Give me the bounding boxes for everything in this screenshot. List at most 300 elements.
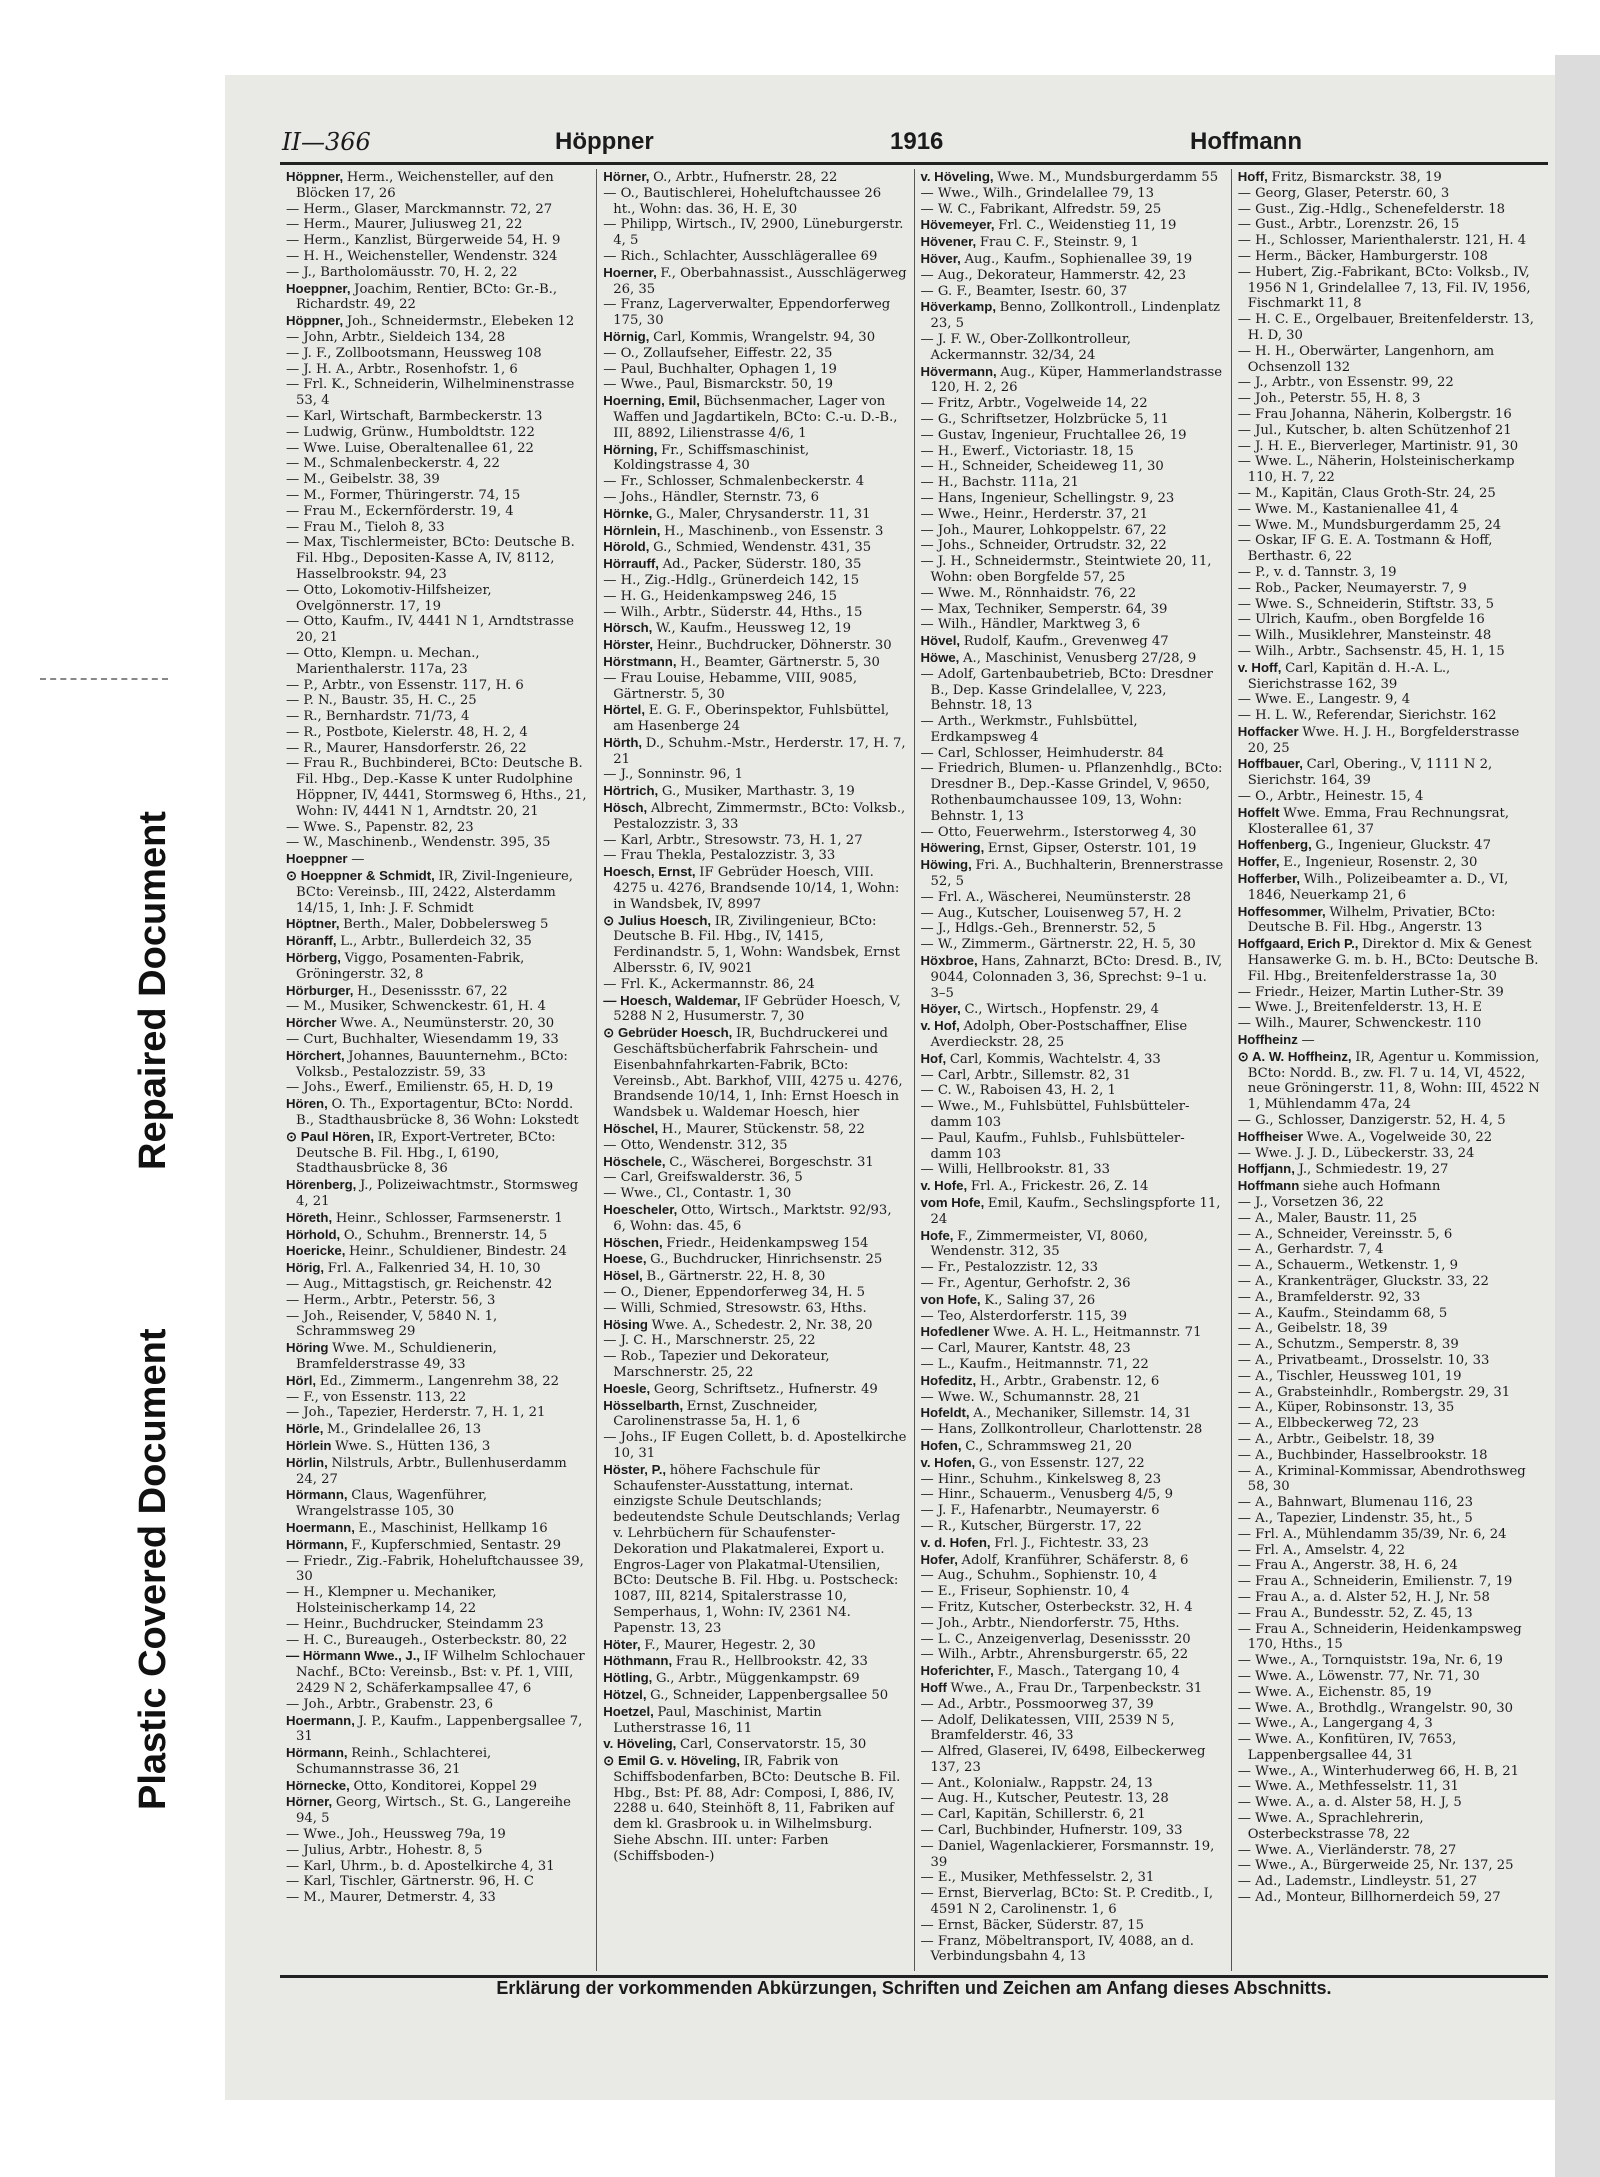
entry-details: Heinr., Schlosser, Farmsenerstr. 1 [335, 1210, 563, 1226]
directory-entry [603, 833, 907, 849]
directory-entry [286, 1438, 590, 1455]
entry-name: Höschel, [603, 1121, 662, 1137]
entry-details: — J. H., Schneidermstr., Steintwiete 20, 11, Wohn: oben Borgfelde 57, 25 [920, 554, 1212, 585]
directory-entry [603, 377, 907, 393]
entry-details: — A., Buchbinder, Hasselbrookstr. 18 [1237, 1447, 1488, 1463]
directory-entry [603, 702, 907, 735]
entry-details: — Otto, Klempn. u. Mechan., Marienthalerstr. 117a, 23 [286, 645, 480, 677]
entry-name: Hoermann, [286, 1712, 359, 1728]
entry-name: Hörnig, [603, 328, 654, 344]
directory-entry [603, 169, 907, 186]
entry-name: Hofeldt, [920, 1405, 974, 1421]
directory-entry [921, 332, 1225, 364]
entry-name: Hoffbauer, [1237, 756, 1307, 772]
entry-name: Höptner, [286, 916, 344, 932]
entry-details: — Wwe., M., Fuhlsbüttel, Fuhlsbütteler-damm 103 [920, 1099, 1190, 1131]
entry-details: — O., Diener, Eppendorferweg 34, H. 5 [603, 1284, 866, 1300]
directory-entry [603, 362, 907, 378]
entry-details: — Frl. A., Mühlendamm 35/39, Nr. 6, 24 [1237, 1526, 1507, 1542]
entry-details: — Karl, Tischler, Gärtnerstr. 96, H. C [286, 1874, 534, 1890]
directory-entry [603, 346, 907, 362]
directory-entry [286, 1243, 590, 1260]
directory-entry [603, 1687, 907, 1704]
directory-entry [1238, 1464, 1542, 1496]
entry-details: — Ad., Lademstr., Lindleystr. 51, 27 [1237, 1874, 1478, 1890]
directory-entry [921, 1276, 1225, 1292]
entry-name: Hörhold, [286, 1226, 344, 1242]
directory-entry [921, 396, 1225, 412]
entry-details: Herm., Weichensteller, auf den Blöcken 17, 26 [296, 170, 554, 201]
entry-details: G., Maler, Chrysanderstr. 11, 31 [656, 506, 871, 522]
entry-details: — R., Maurer, Hansdorferstr. 26, 22 [286, 740, 527, 756]
directory-entry [1238, 486, 1542, 502]
entry-details: — A., Privatbeamt., Drosselstr. 10, 33 [1237, 1352, 1490, 1368]
entry-details: E. G. F., Oberinspektor, Fuhlsbüttel, am Hasenberge 24 [613, 703, 890, 735]
directory-entry [1238, 217, 1542, 233]
entry-name: Hörmann, [286, 1745, 352, 1761]
entry-name: Höwering, [920, 840, 988, 856]
directory-entry [286, 281, 590, 314]
entry-details: — Max, Tischlermeister, BCto: Deutsche B. Fil. Hbg., Depositen-Kasse A, IV, 8112, Hasselbrookstr. 94, 23 [286, 535, 575, 582]
entry-details: — A., Schneider, Vereinsstr. 5, 6 [1237, 1226, 1453, 1242]
directory-entry [921, 937, 1225, 953]
directory-entry [286, 1745, 590, 1778]
entry-details: — Ad., Monteur, Billhornerdeich 59, 27 [1237, 1890, 1501, 1906]
entry-details: — Johs., Schneider, Ortrudstr. 32, 22 [920, 538, 1167, 554]
directory-entry [1238, 1321, 1542, 1337]
entry-details: — M., Geibelstr. 38, 39 [286, 472, 440, 488]
entry-details: — Herm., Maurer, Juliusweg 21, 22 [286, 217, 523, 233]
directory-entry [603, 523, 907, 540]
entry-details: — A., Maler, Baustr. 11, 25 [1237, 1210, 1418, 1226]
directory-entry [921, 1918, 1225, 1934]
directory-entry [603, 474, 907, 490]
directory-entry [603, 1268, 907, 1285]
entry-name: Hörig, [286, 1260, 328, 1276]
entry-details: — Wwe., A., Winterhuderweg 66, H. B, 21 [1237, 1763, 1520, 1779]
scan-edge [1555, 55, 1600, 2177]
entry-details: — Wwe. A., Methfesselstr. 11, 31 [1237, 1779, 1459, 1795]
entry-name: Hövemeyer, [920, 217, 999, 233]
entry-details: Wwe. M., Mundsburgerdamm 55 [997, 170, 1219, 185]
entry-details: — Wilh., Arbtr., Sachsenstr. 45, H. 1, 15 [1237, 643, 1505, 659]
entry-details: — Frau A., Angerstr. 38, H. 6, 24 [1237, 1558, 1458, 1574]
directory-entry [921, 1519, 1225, 1535]
entry-details: — Jul., Kutscher, b. alten Schützenhof 21 [1237, 422, 1512, 438]
entry-details: Direktor d. Mix & Genest Hansawerke G. m. b. H., BCto: Deutsche B. Fil. Hbg., Breitenfelderstrasse 1a, 30 [1247, 937, 1539, 984]
entry-name: v. Hoff, [1237, 659, 1286, 675]
directory-entry [921, 1472, 1225, 1488]
directory-entry [603, 539, 907, 556]
directory-entry [286, 265, 590, 281]
directory-entry [921, 1616, 1225, 1632]
entry-details: — L., Kaufm., Heitmannstr. 71, 22 [920, 1356, 1149, 1372]
entry-details: O., Arbtr., Hufnerstr. 28, 22 [653, 170, 838, 185]
entry-name: von Hofe, [920, 1291, 985, 1307]
entry-name: ⊙ Paul Hören, [286, 1128, 378, 1144]
directory-entry [921, 1292, 1225, 1309]
entry-name: Hofer, [920, 1551, 962, 1567]
directory-entry [1238, 1353, 1542, 1369]
directory-entry [921, 1807, 1225, 1823]
directory-entry [921, 1228, 1225, 1261]
directory-entry [1238, 249, 1542, 265]
entry-details: Emil, Kaufm., Sechslingspforte 11, 24 [930, 1196, 1221, 1227]
directory-entry [286, 983, 590, 1000]
entry-details: Frau C. F., Steinstr. 9, 1 [979, 235, 1139, 251]
directory-entry [921, 1886, 1225, 1918]
directory-entry [1238, 1195, 1542, 1211]
directory-entry [921, 1195, 1225, 1228]
directory-entry [1238, 1558, 1542, 1574]
directory-entry [921, 1776, 1225, 1792]
entry-details: Viggo, Posamenten-Fabrik, Gröningerstr. 32, 8 [296, 951, 525, 982]
directory-entry [286, 756, 590, 819]
entry-name: Hoffesommer, [1237, 903, 1330, 919]
directory-entry [1238, 936, 1542, 984]
dashed-divider [40, 678, 168, 680]
entry-details: IF Gebrüder Hoesch, V, 5288 N 2, Husumerstr. 7, 30 [613, 993, 901, 1025]
entry-details: — Otto, Feuerwehrm., Isterstorweg 4, 30 [920, 824, 1197, 840]
directory-entry [603, 783, 907, 800]
entry-details: — Ernst, Bäcker, Süderstr. 87, 15 [920, 1917, 1145, 1933]
directory-entry [603, 1202, 907, 1235]
directory-entry [921, 1455, 1225, 1472]
directory-entry [603, 848, 907, 864]
entry-details: — H. L. W., Referendar, Sierichstr. 162 [1237, 708, 1497, 724]
entry-details: — M., Musiker, Schwenckestr. 61, H. 4 [286, 999, 546, 1015]
entry-details: — A., Küper, Robinsonstr. 13, 35 [1237, 1400, 1455, 1416]
directory-entry [286, 233, 590, 249]
entry-details: Ed., Zimmerm., Langenrehm 38, 22 [319, 1373, 560, 1389]
directory-entry [286, 646, 590, 678]
entry-details: — Wwe. S., Schneiderin, Stiftstr. 33, 5 [1237, 596, 1494, 612]
directory-entry [1238, 1178, 1542, 1195]
entry-details: IF Wilhelm Schlochauer Nachf., BCto: Vereinsb., Bst: v. Pf. 1, VIII, 2429 N 2, Schäferkampsallee 47, 6 [296, 1649, 585, 1696]
entry-details: — W., Zimmerm., Gärtnerstr. 22, H. 5, 30 [920, 937, 1196, 953]
entry-details: F., Zimmermeister, VI, 8060, Wendenstr. 312, 35 [930, 1228, 1148, 1260]
directory-entry [1238, 1495, 1542, 1511]
entry-details: — H., Klempner u. Mechaniker, Holsteinischerkamp 14, 22 [286, 1585, 497, 1616]
entry-details: — Wwe. J. J. D., Lübeckerstr. 33, 24 [1237, 1145, 1475, 1161]
directory-entry [286, 249, 590, 265]
directory-entry [603, 993, 907, 1026]
directory-entry [1238, 312, 1542, 344]
entry-name: Höschele, [603, 1153, 670, 1169]
directory-entry [921, 857, 1225, 890]
entry-name: Höyer, [920, 1001, 965, 1017]
entry-details: — Frau A., Bundesstr. 52, Z. 45, 13 [1237, 1605, 1473, 1621]
directory-entry [286, 1421, 590, 1438]
entry-details: — A., Bramfelderstr. 92, 33 [1237, 1289, 1421, 1305]
entry-details: — Fr., Agentur, Gerhofstr. 2, 36 [920, 1275, 1131, 1291]
directory-entry [1238, 1032, 1542, 1049]
entry-details: G., Schmied, Wendenstr. 431, 35 [653, 540, 872, 556]
entry-details: Wwe. Emma, Frau Rechnungsrat, Klosterallee 61, 37 [1247, 805, 1510, 837]
entry-name: v. Hofen, [920, 1454, 979, 1470]
entry-details: J., Schmiedestr. 19, 27 [1298, 1162, 1449, 1178]
directory-entry [286, 1778, 590, 1795]
entry-details: Friedr., Heidenkampsweg 154 [666, 1235, 869, 1251]
entry-details: Carl, Obering., V, 1111 N 2, Sierichstr. 164, 39 [1247, 757, 1493, 789]
entry-details: — A., Geibelstr. 18, 39 [1237, 1321, 1388, 1337]
entry-details: O., Schuhm., Brennerstr. 14, 5 [343, 1227, 548, 1243]
directory-entry [921, 1162, 1225, 1178]
entry-name: v. Höveling, [920, 169, 998, 184]
directory-entry [286, 868, 590, 916]
entry-details: — Ad., Arbtr., Possmoorweg 37, 39 [920, 1696, 1154, 1712]
entry-details: — H. H., Oberwärter, Langenhorn, am Ochsenzoll 132 [1237, 343, 1495, 375]
entry-name: Hösselbarth, [603, 1397, 687, 1413]
entry-name: Hörner, [603, 169, 654, 184]
directory-entry [1238, 1290, 1542, 1306]
entry-details: — Frl. K., Ackermannstr. 86, 24 [603, 976, 815, 992]
directory-entry [1238, 1432, 1542, 1448]
entry-details: — Wwe. A., Brothdlg., Wrangelstr. 90, 30 [1237, 1700, 1513, 1716]
directory-entry [1238, 1211, 1542, 1227]
entry-name: Hörmann, [286, 1536, 352, 1552]
entry-details: Fritz, Bismarckstr. 38, 19 [1271, 170, 1442, 185]
directory-entry [1238, 1227, 1542, 1243]
entry-details: — [351, 852, 365, 868]
entry-details: — Julius, Arbtr., Hohestr. 8, 5 [286, 1842, 483, 1858]
entry-details: — Frau Johanna, Näherin, Kolbergstr. 16 [1237, 406, 1512, 422]
directory-entry [286, 1373, 590, 1390]
entry-details: — Paul, Kaufm., Fuhlsb., Fuhlsbütteler-damm 103 [920, 1130, 1185, 1162]
entry-details: — Joh., Arbtr., Niendorferstr. 75, Hths. [920, 1615, 1180, 1631]
directory-entry [286, 1585, 590, 1617]
directory-entry [603, 1025, 907, 1121]
entry-details: F., Kupferschmied, Sentastr. 29 [351, 1537, 561, 1553]
directory-entry [921, 890, 1225, 906]
directory-entry [921, 1568, 1225, 1584]
entry-details: — Rob., Tapezier und Dekorateur, Marschnerstr. 25, 22 [603, 1349, 830, 1380]
entry-details: — Aug., Schuhm., Sophienstr. 10, 4 [920, 1568, 1158, 1584]
header-year: 1916 [890, 128, 944, 155]
entry-details: — J. F., Hafenarbtr., Neumayerstr. 6 [920, 1503, 1160, 1519]
entry-details: Georg, Schriftsetz., Hufnerstr. 49 [653, 1381, 878, 1397]
entry-name: Hösing [603, 1316, 652, 1332]
directory-entry [286, 1096, 590, 1129]
directory-entry [603, 1251, 907, 1268]
directory-entry [921, 617, 1225, 633]
entry-name: Hörberg, [286, 950, 345, 966]
entry-details: G., Musiker, Marthastr. 3, 19 [661, 784, 855, 800]
directory-entry [603, 1170, 907, 1186]
entry-name: Höreth, [286, 1209, 336, 1225]
entry-name: Höschen, [603, 1234, 667, 1250]
entry-details: — Arth., Werkmstr., Fuhlsbüttel, Erdkampsweg 4 [920, 714, 1138, 745]
repaired-document-label: Repaired Document [132, 811, 174, 1170]
directory-entry [1238, 202, 1542, 218]
entry-details: E., Maschinist, Hellkamp 16 [358, 1520, 548, 1536]
directory-entry [603, 1670, 907, 1687]
directory-entry [921, 1260, 1225, 1276]
directory-entry [286, 678, 590, 694]
entry-name: Hörnecke, [286, 1777, 354, 1793]
entry-name: Höver, [920, 250, 965, 266]
directory-entry [1238, 1779, 1542, 1795]
entry-details: Carl, Kommis, Wrangelstr. 94, 30 [653, 329, 876, 345]
entry-details: — H. H., Weichensteller, Wendenstr. 324 [286, 248, 558, 264]
entry-details: Aug., Kaufm., Sophienallee 39, 19 [964, 251, 1193, 267]
entry-name: Hoff [920, 1679, 951, 1695]
entry-details: Frau R., Hellbrookstr. 42, 33 [675, 1654, 868, 1670]
entry-details: G., Schneider, Lappenbergsallee 50 [650, 1687, 889, 1703]
entry-name: Höppner, [286, 313, 347, 329]
directory-entry [603, 297, 907, 329]
entry-details: — H. G., Heidenkampsweg 246, 15 [603, 588, 838, 604]
directory-entry [1238, 837, 1542, 854]
entry-details: Otto, Wirtsch., Marktstr. 92/93, 6, Wohn: das. 45, 6 [613, 1203, 892, 1234]
entry-details: — Ant., Kolonialw., Rappstr. 24, 13 [920, 1775, 1153, 1791]
entry-details: G., von Essenstr. 127, 22 [978, 1455, 1145, 1471]
entry-details: IR, Buchdruckerei und Geschäftsbücherfabrik Fahrschein- und Eisenbahnfahrkarten-Fabrik, BCto: Vereinsb., Abt. Barkhof, VIII, 4275 u. 4276, Brandsende 10/14, 1, Inh: Ernst Hoesch in Wandsbek u. Waldemar Hoesch, hier [613, 1026, 903, 1121]
entry-details: — J. H. A., Arbtr., Rosenhofstr. 1, 6 [286, 361, 518, 377]
entry-details: Hans, Zahnarzt, BCto: Dresd. B., IV, 9044, Colonnaden 3, 36, Sprechst: 9–1 u. 3–5 [930, 954, 1223, 1001]
directory-entry [286, 313, 590, 330]
entry-details: H., Maschinenb., von Essenstr. 3 [664, 523, 884, 539]
entry-details: Fri. A., Buchhalterin, Brennerstrasse 52, 5 [930, 858, 1224, 890]
entry-details: — Otto, Wendenstr. 312, 35 [603, 1137, 788, 1153]
directory-entry [921, 1584, 1225, 1600]
entry-details: — A., Schauerm., Wetkenstr. 1, 9 [1237, 1258, 1459, 1274]
directory-entry [1238, 1369, 1542, 1385]
entry-details: Carl, Conservatorstr. 15, 30 [679, 1737, 867, 1753]
directory-entry [286, 362, 590, 378]
entry-name: Höter, [603, 1636, 645, 1652]
entry-details: — Wilh., Arbtr., Ahrensburgerstr. 65, 22 [920, 1647, 1189, 1663]
entry-name: Höxbroe, [920, 953, 982, 969]
directory-entry [286, 1890, 590, 1906]
directory-entry [1238, 169, 1542, 186]
entry-details: — Hinr., Schauerm., Venusberg 4/5, 9 [920, 1487, 1174, 1503]
entry-name: Hoerning, Emil, [603, 393, 704, 409]
directory-entry [286, 1874, 590, 1890]
entry-details: — Joh., Reisender, V, 5840 N. 1, Schrammsweg 29 [286, 1308, 498, 1340]
entry-details: — Wwe. M., Rönnhaidstr. 76, 22 [920, 585, 1137, 601]
entry-name: Höverkamp, [920, 299, 1000, 315]
entry-details: G., Arbtr., Müggenkampstr. 69 [656, 1671, 860, 1687]
entry-details: — Wilh., Musiklehrer, Mansteinstr. 48 [1237, 628, 1492, 644]
directory-entry [1238, 1843, 1542, 1859]
directory-entry [603, 1736, 907, 1753]
directory-entry [921, 507, 1225, 523]
directory-entry [1238, 518, 1542, 534]
directory-entry [603, 442, 907, 475]
directory-entry [603, 506, 907, 523]
directory-entry [286, 217, 590, 233]
directory-entry [286, 741, 590, 757]
entry-details: — Friedr., Zig.-Fabrik, Hoheluftchaussee 39, 30 [286, 1553, 584, 1585]
entry-details: — Frau M., Eckernförderstr. 19, 4 [286, 503, 514, 519]
entry-name: — Hoesch, Waldemar, [603, 992, 745, 1008]
directory-entry [286, 1309, 590, 1341]
entry-name: Hofe, [920, 1227, 958, 1243]
directory-entry [286, 614, 590, 646]
entry-details: — G., Schriftsetzer, Holzbrücke 5, 11 [920, 411, 1169, 427]
entry-details: höhere Fachschule für Schaufenster-Ausstattung, internat. einzigste Schule Deutschlands; bedeutendste Schule Deutschlands; Verlag v. Lehrbüchern für Schaufenster-Dekoration und Plakatmalerei, Export u. Engros-Lager von Plakatmal-Utensilien, BCto: Deutsche B. Fil. Hbg. u. Postscheck: 1087, III, 8214, Spitalerstrasse 10, Semperhaus, 1, Wohn: IV, 2361 N4. Papenstr. 13, 23 [613, 1462, 901, 1636]
directory-entry [921, 523, 1225, 539]
directory-entry [1238, 1161, 1542, 1178]
directory-entry [286, 1210, 590, 1227]
entry-details: — Georg, Glaser, Peterstr. 60, 3 [1237, 185, 1450, 201]
directory-entry [1238, 644, 1542, 660]
entry-name: Hörcher [286, 1015, 341, 1031]
entry-details: — Rich., Schlachter, Ausschlägerallee 69 [603, 248, 878, 264]
entry-details: — Wwe. M., Kastanienallee 41, 4 [1237, 501, 1459, 517]
entry-details: — Franz, Möbeltransport, IV, 4088, an d. Verbindungsbahn 4, 13 [920, 1933, 1194, 1965]
entry-details: — Gust., Arbtr., Lorenzstr. 26, 15 [1237, 217, 1460, 233]
entry-details: — M., Maurer, Detmerstr. 4, 33 [286, 1890, 496, 1906]
entry-details: — Frau Louise, Hebamme, VIII, 9085, Gärtnerstr. 5, 30 [603, 670, 858, 702]
directory-entry [921, 251, 1225, 268]
entry-details: Ad., Packer, Süderstr. 180, 35 [662, 557, 862, 573]
entry-details: — Wwe. A., Sprachlehrerin, Osterbeckstrasse 78, 22 [1237, 1811, 1424, 1842]
directory-entry [603, 864, 907, 912]
entry-details: L., Arbtr., Bullerdeich 32, 35 [340, 934, 532, 950]
directory-entry [603, 1301, 907, 1317]
entry-details: — Carl, Greifswalderstr. 36, 5 [603, 1170, 803, 1186]
entry-details: — A., Grabsteinhdlr., Rombergstr. 29, 31 [1237, 1384, 1511, 1400]
directory-entry [286, 1554, 590, 1586]
column-4 [1232, 169, 1548, 1971]
entry-name: Höwing, [920, 857, 976, 873]
entry-details: — Frau R., Buchbinderei, BCto: Deutsche B. Fil. Hbg., Dep.-Kasse K unter Rudolphine Höppner, IV, 4441, Stormsweg 6, Hths., 21, Wohn: IV, 4441 N 1, Arndtstr. 20, 21 [286, 756, 587, 819]
entry-details: Fr., Schiffsmaschinist, Koldingstrasse 4, 30 [613, 442, 810, 474]
entry-name: Hofeditz, [920, 1372, 980, 1388]
entry-details: — Herm., Kanzlist, Bürgerweide 54, H. 9 [286, 233, 561, 249]
entry-details: H., Desenissstr. 67, 22 [357, 983, 508, 999]
entry-details: — H. C., Bureaugeh., Osterbeckstr. 80, 22 [286, 1632, 568, 1648]
directory-entry [1238, 708, 1542, 724]
entry-name: Hoescheler, [603, 1202, 681, 1217]
plastic-covered-document-label: Plastic Covered Document [132, 1328, 174, 1810]
entry-name: ⊙ Emil G. v. Höveling, [603, 1753, 744, 1769]
entry-details: — Curt, Buchhalter, Wiesendamm 19, 33 [286, 1032, 559, 1048]
directory-entry [1238, 628, 1542, 644]
entry-details: IF Gebrüder Hoesch, VIII. 4275 u. 4276, Brandsende 10/14, 1, Wohn: in Wandsbek, IV, 8997 [613, 865, 900, 912]
directory-entry [1238, 756, 1542, 789]
entry-details: — H., Bachstr. 111a, 21 [920, 475, 1079, 491]
entry-name: Hörtel, [603, 702, 649, 718]
directory-entry [1238, 1306, 1542, 1322]
directory-entry [286, 1859, 590, 1875]
directory-entry [286, 1227, 590, 1244]
directory-entry [286, 1617, 590, 1633]
directory-entry [603, 1381, 907, 1398]
entry-details: — Ulrich, Kaufm., oben Borgfelde 16 [1237, 612, 1485, 628]
entry-details: Büchsenmacher, Lager von Waffen und Jagdartikeln, BCto: C.-u. D.-B., III, 8892, Lilienstrasse 4/6, 1 [613, 394, 898, 441]
entry-details: — J. C. H., Marschnerstr. 25, 22 [603, 1333, 816, 1349]
directory-entry [1238, 805, 1542, 838]
directory-entry [921, 1535, 1225, 1552]
entry-details: — Aug., Kutscher, Louisenweg 57, H. 2 [920, 905, 1182, 921]
entry-details: — L. C., Anzeigenverlag, Desenissstr. 20 [920, 1631, 1191, 1647]
directory-entry [1238, 1016, 1542, 1032]
entry-details: G., Ingenieur, Gluckstr. 47 [1315, 838, 1491, 854]
directory-entry [921, 1839, 1225, 1871]
directory-entry [921, 1632, 1225, 1648]
directory-entry [921, 1487, 1225, 1503]
entry-details: — O., Arbtr., Heinestr. 15, 4 [1237, 789, 1424, 805]
directory-entry [921, 1001, 1225, 1018]
entry-name: Hösch, [603, 800, 651, 816]
entry-details: — M., Schmalenbeckerstr. 4, 22 [286, 456, 500, 472]
directory-entry [921, 1713, 1225, 1745]
directory-entry [1238, 1258, 1542, 1274]
entry-details: — J., Bartholomäusstr. 70, H. 2, 22 [286, 264, 518, 280]
